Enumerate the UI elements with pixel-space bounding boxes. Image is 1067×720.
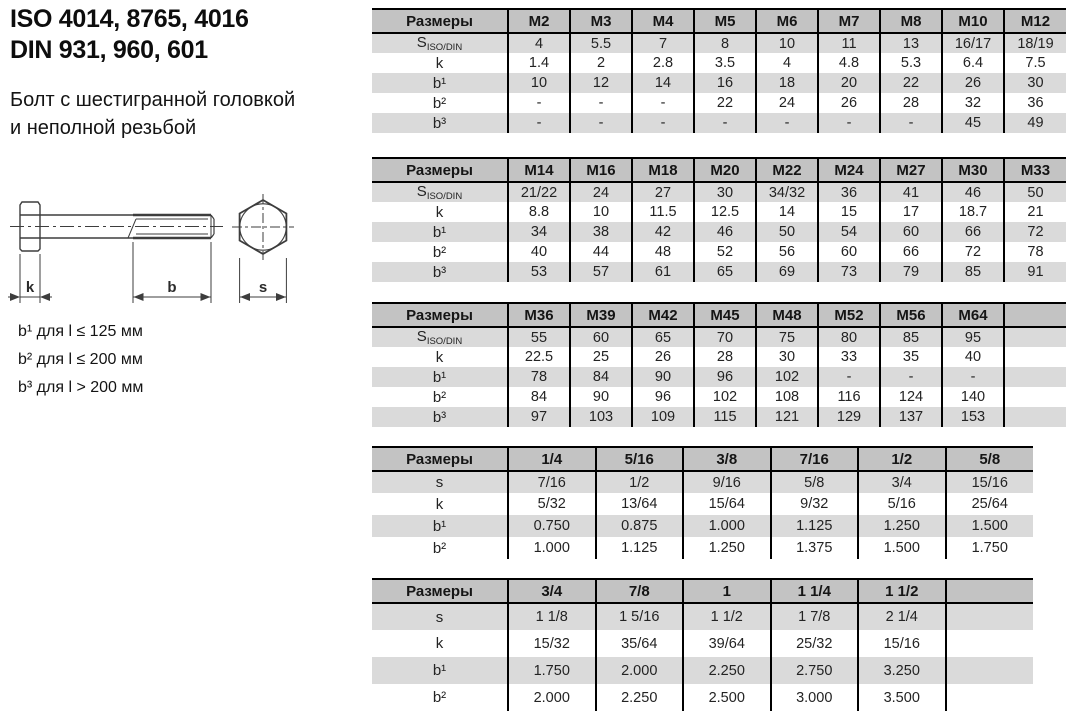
value-cell: 3/4 — [858, 471, 946, 493]
row-label: b³ — [372, 407, 508, 427]
value-cell: 115 — [694, 407, 756, 427]
value-cell: 54 — [818, 222, 880, 242]
table-row — [372, 537, 1033, 559]
value-cell: 14 — [756, 202, 818, 222]
table-row — [372, 515, 1033, 537]
value-cell: 65 — [694, 262, 756, 282]
value-cell: 24 — [570, 182, 632, 202]
size-column-header: M48 — [756, 303, 818, 327]
value-cell: 102 — [756, 367, 818, 387]
table-row — [372, 182, 1066, 202]
value-cell: 78 — [508, 367, 570, 387]
table-row — [372, 327, 1066, 347]
value-cell: 12 — [570, 73, 632, 93]
table-row — [372, 33, 1066, 53]
row-label: b¹ — [372, 73, 508, 93]
row-label: b² — [372, 242, 508, 262]
iso-standards-line: ISO 4014, 8765, 4016 — [10, 5, 249, 33]
size-column-header: M16 — [570, 158, 632, 182]
value-cell: 2.250 — [596, 684, 684, 711]
value-cell: 11 — [818, 33, 880, 53]
value-cell: 32 — [942, 93, 1004, 113]
value-cell: 96 — [632, 387, 694, 407]
description-line-1: Болт с шестигранной головкой — [10, 89, 296, 111]
row-label: s — [372, 471, 508, 493]
size-column-header: 1/4 — [508, 447, 596, 471]
value-cell: 13/64 — [596, 493, 684, 515]
value-cell: 95 — [942, 327, 1004, 347]
value-cell: 7.5 — [1004, 53, 1066, 73]
bolt-technical-drawing — [5, 188, 317, 316]
value-cell: - — [694, 113, 756, 133]
value-cell: 20 — [818, 73, 880, 93]
empty-cell — [1004, 347, 1066, 367]
value-cell: 4.8 — [818, 53, 880, 73]
row-label: b¹ — [372, 367, 508, 387]
value-cell: - — [880, 367, 942, 387]
row-label: b³ — [372, 113, 508, 133]
value-cell: 36 — [1004, 93, 1066, 113]
value-cell: 16 — [694, 73, 756, 93]
value-cell: 10 — [570, 202, 632, 222]
value-cell: 49 — [1004, 113, 1066, 133]
value-cell: 73 — [818, 262, 880, 282]
size-column-header: M24 — [818, 158, 880, 182]
value-cell: 1.500 — [858, 537, 946, 559]
value-cell: 34/32 — [756, 182, 818, 202]
value-cell: 121 — [756, 407, 818, 427]
size-column-header: M30 — [942, 158, 1004, 182]
value-cell: 1.375 — [771, 537, 859, 559]
value-cell: 15 — [818, 202, 880, 222]
size-column-header: M4 — [632, 9, 694, 33]
row-label: b² — [372, 684, 508, 711]
value-cell: 0.750 — [508, 515, 596, 537]
value-cell: - — [632, 93, 694, 113]
value-cell: 1 7/8 — [771, 603, 859, 630]
k-dimension-label: k — [25, 279, 35, 296]
value-cell: 129 — [818, 407, 880, 427]
row-label: b¹ — [372, 657, 508, 684]
value-cell: - — [632, 113, 694, 133]
value-cell: - — [570, 93, 632, 113]
value-cell: - — [508, 113, 570, 133]
value-cell: 1.250 — [858, 515, 946, 537]
value-cell: 17 — [880, 202, 942, 222]
s-dimension-label: s — [258, 279, 268, 296]
row-label: $S_{ISO/DIN}$ — [372, 327, 508, 347]
value-cell: 85 — [880, 327, 942, 347]
value-cell: 10 — [756, 33, 818, 53]
value-cell: 22.5 — [508, 347, 570, 367]
value-cell: 40 — [942, 347, 1004, 367]
value-cell: 5/8 — [771, 471, 859, 493]
value-cell: 109 — [632, 407, 694, 427]
value-cell: 15/64 — [683, 493, 771, 515]
value-cell: 2.000 — [508, 684, 596, 711]
value-cell: 72 — [1004, 222, 1066, 242]
value-cell: 21/22 — [508, 182, 570, 202]
value-cell: 22 — [880, 73, 942, 93]
value-cell: 35 — [880, 347, 942, 367]
value-cell: 90 — [570, 387, 632, 407]
value-cell: 57 — [570, 262, 632, 282]
value-cell: 4 — [508, 33, 570, 53]
size-column-header: M64 — [942, 303, 1004, 327]
table-row — [372, 367, 1066, 387]
value-cell: - — [818, 113, 880, 133]
table-corner-header: Размеры — [372, 447, 508, 471]
value-cell: 21 — [1004, 202, 1066, 222]
value-cell: 78 — [1004, 242, 1066, 262]
table-row — [372, 493, 1033, 515]
value-cell: 30 — [1004, 73, 1066, 93]
table-row — [372, 262, 1066, 282]
size-column-header: 7/8 — [596, 579, 684, 603]
dimension-table-metric-m14-m33 — [372, 157, 1066, 282]
value-cell: 5.3 — [880, 53, 942, 73]
size-column-header: 1 1/2 — [858, 579, 946, 603]
table-row — [372, 242, 1066, 262]
value-cell: 75 — [756, 327, 818, 347]
value-cell: - — [570, 113, 632, 133]
size-column-header: 3/8 — [683, 447, 771, 471]
table-row — [372, 387, 1066, 407]
value-cell: 60 — [570, 327, 632, 347]
value-cell: - — [756, 113, 818, 133]
value-cell: 70 — [694, 327, 756, 347]
value-cell: 5.5 — [570, 33, 632, 53]
table-row — [372, 347, 1066, 367]
value-cell: 69 — [756, 262, 818, 282]
value-cell: 1.750 — [946, 537, 1034, 559]
value-cell: 39/64 — [683, 630, 771, 657]
empty-cell — [946, 684, 1034, 711]
dimension-table-inch-threequarter-to-oneandhalf — [372, 578, 1033, 711]
value-cell: 1 1/8 — [508, 603, 596, 630]
value-cell: 26 — [632, 347, 694, 367]
value-cell: 26 — [942, 73, 1004, 93]
value-cell: 1 1/2 — [683, 603, 771, 630]
row-label: b² — [372, 93, 508, 113]
size-column-header: M52 — [818, 303, 880, 327]
value-cell: 84 — [508, 387, 570, 407]
value-cell: 50 — [1004, 182, 1066, 202]
value-cell: 137 — [880, 407, 942, 427]
size-column-header: M8 — [880, 9, 942, 33]
value-cell: 3.5 — [694, 53, 756, 73]
value-cell: 10 — [508, 73, 570, 93]
table-corner-header: Размеры — [372, 579, 508, 603]
table-row — [372, 113, 1066, 133]
value-cell: 18/19 — [1004, 33, 1066, 53]
value-cell: 36 — [818, 182, 880, 202]
size-column-header: 1 — [683, 579, 771, 603]
value-cell: 52 — [694, 242, 756, 262]
value-cell: 28 — [694, 347, 756, 367]
value-cell: 22 — [694, 93, 756, 113]
row-label: k — [372, 630, 508, 657]
table-row — [372, 73, 1066, 93]
table-row — [372, 202, 1066, 222]
value-cell: 124 — [880, 387, 942, 407]
empty-column-header — [1004, 303, 1066, 327]
value-cell: 6.4 — [942, 53, 1004, 73]
value-cell: 85 — [942, 262, 1004, 282]
table-header-row — [372, 158, 1066, 182]
value-cell: 3.250 — [858, 657, 946, 684]
row-label: $S_{ISO/DIN}$ — [372, 33, 508, 53]
size-column-header: M3 — [570, 9, 632, 33]
table-row — [372, 407, 1066, 427]
size-column-header: M45 — [694, 303, 756, 327]
value-cell: 102 — [694, 387, 756, 407]
value-cell: - — [942, 367, 1004, 387]
empty-cell — [946, 657, 1034, 684]
value-cell: 1.500 — [946, 515, 1034, 537]
value-cell: 42 — [632, 222, 694, 242]
value-cell: 45 — [942, 113, 1004, 133]
value-cell: 40 — [508, 242, 570, 262]
row-label: b² — [372, 387, 508, 407]
footnote-b2: b² для l ≤ 200 мм — [18, 351, 143, 368]
dimension-table-metric-m2-m12 — [372, 8, 1066, 133]
value-cell: 5/32 — [508, 493, 596, 515]
value-cell: 15/16 — [946, 471, 1034, 493]
row-label: b¹ — [372, 515, 508, 537]
table-corner-header: Размеры — [372, 9, 508, 33]
size-column-header: M22 — [756, 158, 818, 182]
value-cell: 1.4 — [508, 53, 570, 73]
b-dimension-label: b — [167, 279, 177, 296]
value-cell: 65 — [632, 327, 694, 347]
row-label: k — [372, 202, 508, 222]
size-column-header: 5/16 — [596, 447, 684, 471]
value-cell: - — [880, 113, 942, 133]
value-cell: 96 — [694, 367, 756, 387]
size-column-header: M56 — [880, 303, 942, 327]
dimension-table-inch-quarter-to-fiveeighths — [372, 446, 1033, 559]
table-corner-header: Размеры — [372, 303, 508, 327]
product-description — [10, 86, 295, 142]
value-cell: 79 — [880, 262, 942, 282]
size-column-header: M39 — [570, 303, 632, 327]
table-header-row — [372, 579, 1033, 603]
size-column-header: M42 — [632, 303, 694, 327]
empty-cell — [1004, 387, 1066, 407]
value-cell: 2 — [570, 53, 632, 73]
size-column-header: M10 — [942, 9, 1004, 33]
value-cell: 55 — [508, 327, 570, 347]
value-cell: 60 — [880, 222, 942, 242]
table-row — [372, 657, 1033, 684]
value-cell: 66 — [942, 222, 1004, 242]
value-cell: 8.8 — [508, 202, 570, 222]
value-cell: 25/32 — [771, 630, 859, 657]
value-cell: 140 — [942, 387, 1004, 407]
table-header-row — [372, 447, 1033, 471]
row-label: k — [372, 53, 508, 73]
size-column-header: M12 — [1004, 9, 1066, 33]
value-cell: 1.250 — [683, 537, 771, 559]
value-cell: 38 — [570, 222, 632, 242]
value-cell: 2.750 — [771, 657, 859, 684]
size-column-header: M5 — [694, 9, 756, 33]
table-row — [372, 93, 1066, 113]
row-label: k — [372, 347, 508, 367]
value-cell: 44 — [570, 242, 632, 262]
size-column-header: M18 — [632, 158, 694, 182]
value-cell: 66 — [880, 242, 942, 262]
value-cell: 24 — [756, 93, 818, 113]
table-row — [372, 684, 1033, 711]
value-cell: 46 — [942, 182, 1004, 202]
description-line-2: и неполной резьбой — [10, 117, 197, 139]
thread-length-footnotes — [18, 318, 143, 402]
standards-title — [10, 4, 249, 66]
value-cell: 8 — [694, 33, 756, 53]
value-cell: 11.5 — [632, 202, 694, 222]
value-cell: 7/16 — [508, 471, 596, 493]
value-cell: 14 — [632, 73, 694, 93]
table-header-row — [372, 303, 1066, 327]
value-cell: 16/17 — [942, 33, 1004, 53]
table-header-row — [372, 9, 1066, 33]
value-cell: 34 — [508, 222, 570, 242]
value-cell: 1 5/16 — [596, 603, 684, 630]
value-cell: 27 — [632, 182, 694, 202]
value-cell: 7 — [632, 33, 694, 53]
value-cell: 48 — [632, 242, 694, 262]
value-cell: 12.5 — [694, 202, 756, 222]
size-column-header: M27 — [880, 158, 942, 182]
size-column-header: M7 — [818, 9, 880, 33]
value-cell: 30 — [756, 347, 818, 367]
value-cell: 41 — [880, 182, 942, 202]
footnote-b3: b³ для l > 200 мм — [18, 379, 144, 396]
size-column-header: 5/8 — [946, 447, 1034, 471]
value-cell: 2 1/4 — [858, 603, 946, 630]
empty-cell — [946, 603, 1034, 630]
value-cell: 84 — [570, 367, 632, 387]
bolt-head-end-view — [232, 194, 294, 260]
value-cell: 13 — [880, 33, 942, 53]
size-column-header: 1/2 — [858, 447, 946, 471]
value-cell: 1.000 — [683, 515, 771, 537]
value-cell: 15/16 — [858, 630, 946, 657]
value-cell: 33 — [818, 347, 880, 367]
value-cell: 103 — [570, 407, 632, 427]
value-cell: 9/32 — [771, 493, 859, 515]
value-cell: 3.000 — [771, 684, 859, 711]
size-column-header: M14 — [508, 158, 570, 182]
table-row — [372, 471, 1033, 493]
table-row — [372, 222, 1066, 242]
table-row — [372, 603, 1033, 630]
value-cell: 15/32 — [508, 630, 596, 657]
size-column-header: M33 — [1004, 158, 1066, 182]
value-cell: 72 — [942, 242, 1004, 262]
value-cell: 35/64 — [596, 630, 684, 657]
value-cell: 60 — [818, 242, 880, 262]
value-cell: 91 — [1004, 262, 1066, 282]
value-cell: - — [818, 367, 880, 387]
value-cell: 26 — [818, 93, 880, 113]
value-cell: - — [508, 93, 570, 113]
size-column-header: M6 — [756, 9, 818, 33]
table-row — [372, 53, 1066, 73]
value-cell: 53 — [508, 262, 570, 282]
size-column-header: M36 — [508, 303, 570, 327]
value-cell: 108 — [756, 387, 818, 407]
value-cell: 1.125 — [771, 515, 859, 537]
value-cell: 2.8 — [632, 53, 694, 73]
footnote-b1: b¹ для l ≤ 125 мм — [18, 323, 143, 340]
value-cell: 25/64 — [946, 493, 1034, 515]
size-column-header: 7/16 — [771, 447, 859, 471]
value-cell: 2.500 — [683, 684, 771, 711]
value-cell: 18.7 — [942, 202, 1004, 222]
value-cell: 61 — [632, 262, 694, 282]
value-cell: 1/2 — [596, 471, 684, 493]
value-cell: 116 — [818, 387, 880, 407]
value-cell: 1.125 — [596, 537, 684, 559]
empty-cell — [1004, 327, 1066, 347]
value-cell: 2.250 — [683, 657, 771, 684]
value-cell: 25 — [570, 347, 632, 367]
value-cell: 2.000 — [596, 657, 684, 684]
row-label: k — [372, 493, 508, 515]
empty-column-header — [946, 579, 1034, 603]
size-column-header: 3/4 — [508, 579, 596, 603]
value-cell: 9/16 — [683, 471, 771, 493]
value-cell: 3.500 — [858, 684, 946, 711]
size-column-header: 1 1/4 — [771, 579, 859, 603]
row-label: b² — [372, 537, 508, 559]
value-cell: 1.000 — [508, 537, 596, 559]
din-standards-line: DIN 931, 960, 601 — [10, 36, 208, 64]
size-column-header: M20 — [694, 158, 756, 182]
row-label: $S_{ISO/DIN}$ — [372, 182, 508, 202]
value-cell: 97 — [508, 407, 570, 427]
value-cell: 56 — [756, 242, 818, 262]
row-label: b³ — [372, 262, 508, 282]
value-cell: 46 — [694, 222, 756, 242]
dimension-table-metric-m36-m64 — [372, 302, 1066, 427]
value-cell: 1.750 — [508, 657, 596, 684]
table-row — [372, 630, 1033, 657]
value-cell: 4 — [756, 53, 818, 73]
table-corner-header: Размеры — [372, 158, 508, 182]
value-cell: 30 — [694, 182, 756, 202]
value-cell: 18 — [756, 73, 818, 93]
size-column-header: M2 — [508, 9, 570, 33]
value-cell: 50 — [756, 222, 818, 242]
row-label: s — [372, 603, 508, 630]
value-cell: 80 — [818, 327, 880, 347]
empty-cell — [1004, 407, 1066, 427]
value-cell: 0.875 — [596, 515, 684, 537]
value-cell: 5/16 — [858, 493, 946, 515]
value-cell: 153 — [942, 407, 1004, 427]
empty-cell — [1004, 367, 1066, 387]
value-cell: 90 — [632, 367, 694, 387]
value-cell: 28 — [880, 93, 942, 113]
row-label: b¹ — [372, 222, 508, 242]
empty-cell — [946, 630, 1034, 657]
